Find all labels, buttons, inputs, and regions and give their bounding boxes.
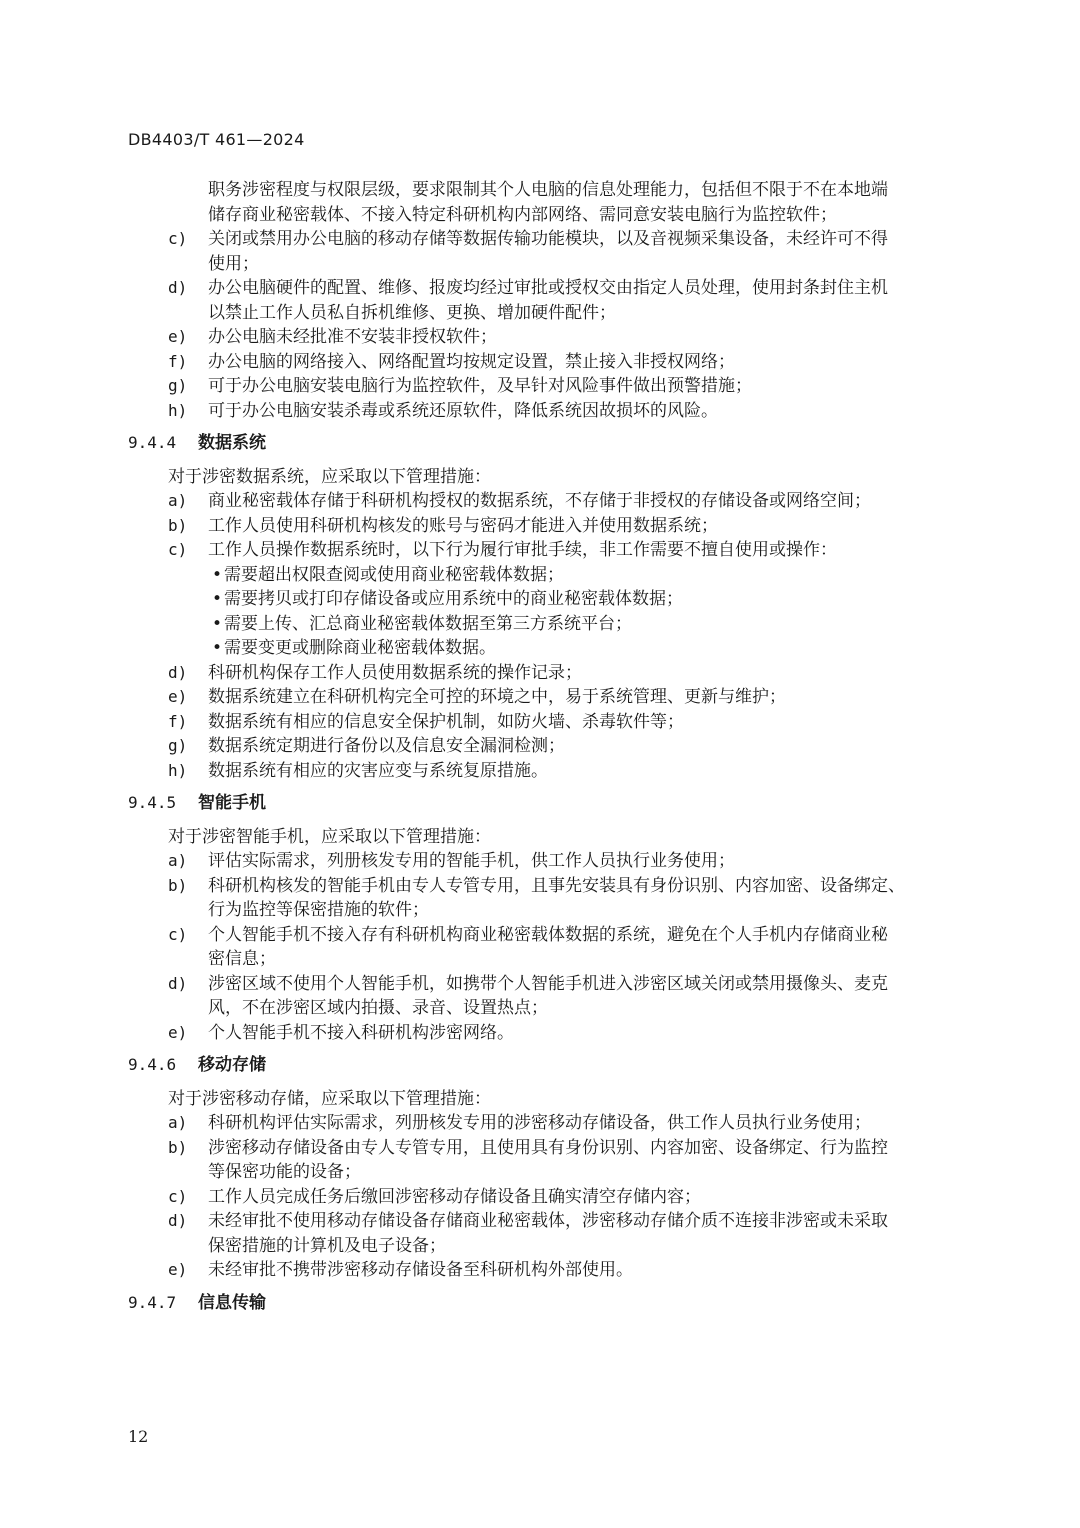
section-intro: 对于涉密数据系统，应采取以下管理措施：: [168, 466, 491, 487]
list-marker: e): [168, 327, 188, 346]
list-item-d: [128, 1209, 980, 1258]
list-item-text-line: 科研机构评估实际需求，列册核发专用的涉密移动存储设备，供工作人员执行业务使用；: [208, 1113, 871, 1133]
list-marker: g): [168, 736, 188, 755]
section-heading-9-4-5: [128, 791, 980, 816]
list-marker: d): [168, 278, 188, 297]
page-number: 12: [128, 1427, 149, 1446]
section-heading-9-4-6: [128, 1053, 980, 1078]
list-item-c: [128, 923, 980, 972]
list-item-text-line: 可于办公电脑安装电脑行为监控软件，及早针对风险事件做出预警措施；: [208, 376, 752, 396]
list-item-c: [128, 1185, 980, 1210]
list-marker: h): [168, 400, 188, 420]
list-item-text-line: 商业秘密载体存储于科研机构授权的数据系统，不存储于非授权的存储设备或网络空间；: [208, 491, 871, 511]
bullet-text: 需要变更或删除商业秘密载体数据。: [224, 638, 496, 658]
list-marker: b): [168, 515, 188, 535]
list-marker: c): [168, 540, 188, 559]
list-item-b: [128, 1136, 980, 1185]
list-marker: f): [168, 711, 188, 731]
list-marker: f): [168, 351, 188, 371]
bullet-item: [128, 563, 980, 588]
list-marker: d): [168, 1211, 188, 1230]
section-title: 数据系统: [198, 433, 266, 453]
list-item-g: [128, 734, 980, 759]
list-item-text-line: 科研机构保存工作人员使用数据系统的操作记录；: [208, 662, 582, 683]
list-item-text-line: 使用；: [208, 253, 259, 274]
list-item-text-line: 涉密移动存储设备由专人专管专用，且使用具有身份识别、内容加密、设备绑定、行为监控: [208, 1137, 888, 1158]
list-marker: a): [168, 1113, 188, 1132]
list-marker: a): [168, 491, 188, 510]
list-item-e: [128, 1021, 980, 1046]
list-item-d: [128, 276, 980, 325]
list-item-text-line: 办公电脑硬件的配置、维修、报废均经过审批或授权交由指定人员处理，使用封条封住主机: [208, 278, 888, 298]
section-heading-9-4-4: [128, 431, 980, 456]
list-marker: h): [168, 760, 188, 780]
bullet-dot-icon: •: [212, 589, 223, 609]
list-item-b: [128, 874, 980, 923]
section-number: 9.4.7: [128, 1292, 177, 1312]
list-item-text-line: 办公电脑未经批准不安装非授权软件；: [208, 327, 497, 347]
list-item-h: [128, 759, 980, 784]
list-item-d: [128, 661, 980, 686]
list-item-b: [128, 514, 980, 539]
section-intro: 对于涉密智能手机，应采取以下管理措施：: [168, 826, 491, 847]
list-item-text-line: 可于办公电脑安装杀毒或系统还原软件，降低系统因故损坏的风险。: [208, 400, 718, 421]
list-item-text-line: 工作人员完成任务后缴回涉密移动存储设备且确实清空存储内容；: [208, 1186, 701, 1207]
continuation-line-2: 储存商业秘密载体、不接入特定科研机构内部网络、需同意安装电脑行为监控软件；: [208, 204, 837, 225]
list-item-text-line: 个人智能手机不接入科研机构涉密网络。: [208, 1022, 514, 1043]
list-item-text-line: 未经审批不携带涉密移动存储设备至科研机构外部使用。: [208, 1260, 633, 1280]
list-marker: e): [168, 1022, 188, 1042]
list-item-text-line: 保密措施的计算机及电子设备；: [208, 1235, 446, 1256]
list-item-text-line: 工作人员使用科研机构核发的账号与密码才能进入并使用数据系统；: [208, 515, 718, 536]
list-marker: c): [168, 229, 188, 248]
list-marker: e): [168, 687, 188, 706]
list-item-g: [128, 374, 980, 399]
list-item-text-line: 以禁止工作人员私自拆机维修、更换、增加硬件配件；: [208, 302, 616, 323]
list-item-text-line: 行为监控等保密措施的软件；: [208, 900, 429, 920]
list-marker: d): [168, 662, 188, 682]
bullet-dot-icon: •: [212, 638, 223, 658]
list-marker: c): [168, 1186, 188, 1206]
bullet-text: 需要超出权限查阅或使用商业秘密载体数据；: [224, 564, 564, 585]
list-marker: a): [168, 851, 188, 870]
page-content: [128, 178, 980, 1324]
list-item-h: [128, 399, 980, 424]
list-item-text-line: 等保密功能的设备；: [208, 1162, 361, 1182]
list-item-text-line: 科研机构核发的智能手机由专人专管专用，且事先安装具有身份识别、内容加密、设备绑定、: [208, 875, 905, 896]
list-item-e: [128, 325, 980, 350]
list-item-a: [128, 1111, 980, 1136]
list-item-f: [128, 710, 980, 735]
list-marker: b): [168, 875, 188, 895]
section-heading-9-4-7: [128, 1291, 980, 1316]
continuation-line-1: 职务涉密程度与权限层级，要求限制其个人电脑的信息处理能力，包括但不限于不在本地端: [208, 180, 888, 200]
list-item-text-line: 工作人员操作数据系统时，以下行为履行审批手续，非工作需要不擅自使用或操作：: [208, 540, 837, 560]
list-marker: b): [168, 1137, 188, 1157]
bullet-text: 需要上传、汇总商业秘密载体数据至第三方系统平台；: [224, 613, 632, 634]
list-marker: g): [168, 376, 188, 395]
list-marker: e): [168, 1260, 188, 1279]
bullet-item: [128, 612, 980, 637]
bullet-text: 需要拷贝或打印存储设备或应用系统中的商业秘密载体数据；: [224, 589, 683, 609]
section-title: 移动存储: [198, 1055, 266, 1075]
doc-code-header: DB4403/T 461—2024: [128, 130, 305, 149]
list-item-e: [128, 685, 980, 710]
bullet-dot-icon: •: [212, 564, 223, 585]
section-title: 信息传输: [198, 1292, 266, 1313]
list-marker: c): [168, 924, 188, 944]
list-item-e: [128, 1258, 980, 1283]
list-item-f: [128, 350, 980, 375]
list-item-text-line: 密信息；: [208, 949, 276, 969]
list-item-text-line: 数据系统定期进行备份以及信息安全漏洞检测；: [208, 736, 565, 756]
section-number: 9.4.5: [128, 793, 177, 812]
list-item-text-line: 个人智能手机不接入存有科研机构商业秘密载体数据的系统，避免在个人手机内存储商业秘: [208, 924, 888, 945]
list-item-text-line: 数据系统有相应的信息安全保护机制，如防火墙、杀毒软件等；: [208, 711, 684, 732]
bullet-item: [128, 636, 980, 661]
list-item-text-line: 数据系统有相应的灾害应变与系统复原措施。: [208, 760, 548, 781]
list-item-a: [128, 489, 980, 514]
bullet-item: [128, 587, 980, 612]
list-item-c: [128, 538, 980, 563]
list-marker: d): [168, 973, 188, 993]
section-number: 9.4.4: [128, 433, 177, 452]
list-item-text-line: 涉密区域不使用个人智能手机，如携带个人智能手机进入涉密区域关闭或禁用摄像头、麦克: [208, 973, 888, 994]
list-item-text-line: 办公电脑的网络接入、网络配置均按规定设置，禁止接入非授权网络；: [208, 351, 735, 372]
section-intro: 对于涉密移动存储，应采取以下管理措施：: [168, 1088, 491, 1109]
section-title: 智能手机: [198, 793, 266, 813]
list-item-text-line: 评估实际需求，列册核发专用的智能手机，供工作人员执行业务使用；: [208, 851, 735, 871]
list-item-d: [128, 972, 980, 1021]
list-item-text-line: 关闭或禁用办公电脑的移动存储等数据传输功能模块，以及音视频采集设备，未经许可不得: [208, 229, 888, 249]
list-item-text-line: 未经审批不使用移动存储设备存储商业秘密载体，涉密移动存储介质不连接非涉密或未采取: [208, 1211, 888, 1231]
list-item-text-line: 风，不在涉密区域内拍摄、录音、设置热点；: [208, 998, 548, 1018]
bullet-dot-icon: •: [212, 613, 223, 634]
list-item-a: [128, 849, 980, 874]
section-number: 9.4.6: [128, 1055, 177, 1074]
list-item-text-line: 数据系统建立在科研机构完全可控的环境之中，易于系统管理、更新与维护；: [208, 687, 786, 707]
list-item-c: [128, 227, 980, 276]
